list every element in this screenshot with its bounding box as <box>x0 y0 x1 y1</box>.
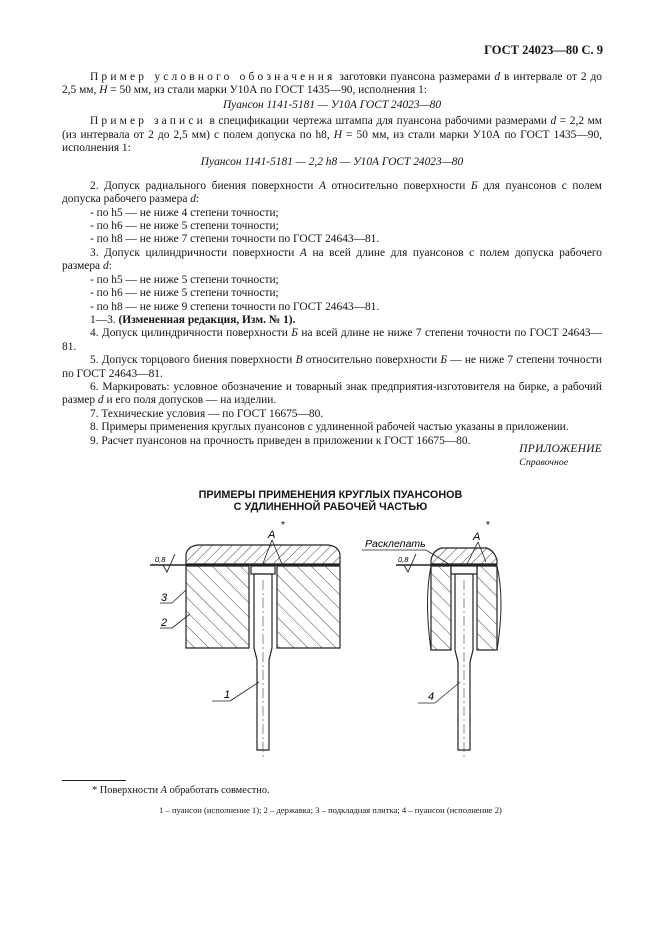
example-record-paragraph <box>62 115 602 155</box>
footnote <box>92 784 270 797</box>
assembly-variant-2 <box>362 520 501 758</box>
holder-left-part <box>186 566 249 648</box>
example-lead: Пример записи <box>90 115 206 128</box>
text-run: — не ниже 7 степени точности по ГОСТ 24643—81. <box>62 354 602 380</box>
text-run: 2. Допуск радиального биения поверхности <box>90 179 319 192</box>
text-run: d <box>102 260 109 273</box>
text-run: = 2,2 мм (из интервала от 2 до 2,5 мм) с полем допуска по h8, <box>62 115 603 141</box>
text-run: 4. Допуск цилиндричности поверхности <box>90 327 292 340</box>
punch-application-drawing <box>0 510 661 760</box>
item-8: 8. Примеры применения круглых пуансонов с удлиненной рабочей частью указаны в приложении. <box>90 421 569 434</box>
text-run: на всей длине для пуансонов с полем допуска рабочего размера <box>62 246 602 273</box>
item-9: 9. Расчет пуансонов на прочность приведен в приложении к ГОСТ 16675—80. <box>90 434 471 447</box>
text-run: относительно поверхности <box>302 354 441 367</box>
asterisk-mark: * <box>281 520 285 531</box>
item-3-line: - по h6 — не ниже 5 степени точности; <box>90 287 279 300</box>
figure-legend: 1 – пуансон (исполнение 1); 2 – державка; 3 – подкладная плитка; 4 – пуансон (исполнение 2) <box>159 805 502 815</box>
page-header: ГОСТ 24023—80 С. 9 <box>484 43 603 57</box>
footnote-rule <box>62 780 126 781</box>
var-H: H <box>333 128 342 141</box>
text-run: = 50 мм, из стали марки У10А по ГОСТ 1435—90, исполнения 1: <box>62 128 602 155</box>
appendix-subtitle: Справочное <box>519 457 569 469</box>
text-run: 1—3. <box>90 313 119 326</box>
roughness-value: 0,8 <box>398 555 409 564</box>
text-run: d <box>190 193 196 206</box>
figure-title-line: ПРИМЕРЫ ПРИМЕНЕНИЯ КРУГЛЫХ ПУАНСОНОВ <box>198 489 463 501</box>
text-run: относительно поверхности <box>325 179 471 192</box>
text-run: и его поля допусков — на изделии. <box>103 394 277 407</box>
item-3-line: - по h5 — не ниже 5 степени точности; <box>90 273 279 286</box>
designation-2: Пуансон 1141-5181 — 2,2 h8 — У10А ГОСТ 24023—80 <box>200 156 464 169</box>
surface-A-label: А <box>268 529 276 541</box>
text-run: 6. Маркировать: условное обозначение и товарный знак предприятия-изготовителя на бирке, а рабочий размер <box>62 380 602 407</box>
text-run: на всей длине не ниже 7 степени точности по ГОСТ 24643—81. <box>62 327 602 353</box>
text-run: В <box>295 354 303 367</box>
surface-A-label: А <box>473 531 481 543</box>
var-d: d <box>494 71 501 83</box>
text-run: 5. Допуск торцового биения поверхности <box>90 354 296 367</box>
asterisk-mark: * <box>486 520 490 531</box>
item-5 <box>62 354 602 381</box>
holder-right-part <box>277 566 340 648</box>
item-4 <box>62 327 602 354</box>
item-2-line: - по h8 — не ниже 7 степени точности по ГОСТ 24643—81. <box>90 233 380 246</box>
text-run: для пуансонов с полем допуска рабочего размера <box>62 179 603 206</box>
text-run: 3. Допуск цилиндричности поверхности <box>90 246 300 259</box>
item-3 <box>62 247 602 274</box>
text-run: в спецификации чертежа штампа для пуансона рабочими размерами <box>205 115 551 128</box>
position-3-label: 3 <box>161 592 168 604</box>
text-run: (Измененная редакция, Изм. № 1). <box>118 313 296 326</box>
holder-left-part <box>431 566 451 650</box>
appendix-title: ПРИЛОЖЕНИЕ <box>519 443 602 455</box>
leader-line <box>172 590 186 603</box>
item-2-line: - по h5 — не ниже 4 степени точности; <box>90 206 279 219</box>
appendix-heading <box>519 443 602 470</box>
text-run: : <box>108 260 112 273</box>
designation-1: Пуансон 1141-5181 — У10А ГОСТ 24023—80 <box>222 98 442 111</box>
text-run: А <box>318 179 326 192</box>
var-H: H <box>99 84 108 97</box>
document-body <box>62 71 602 448</box>
text-run: А <box>160 785 168 796</box>
text-run: : <box>195 193 200 206</box>
position-2-label: 2 <box>161 617 168 629</box>
figure-title-line: С УДЛИНЕННОЙ РАБОЧЕЙ ЧАСТЬЮ <box>233 501 428 513</box>
text-run: Б <box>440 354 448 367</box>
position-1-label: 1 <box>224 689 231 701</box>
item-2-line: - по h6 — не ниже 5 степени точности; <box>90 220 279 233</box>
text-run: заготовки пуансона размерами <box>335 71 495 83</box>
item-2 <box>62 180 602 207</box>
text-run: * Поверхности <box>92 785 161 796</box>
amendment-note <box>62 314 602 327</box>
var-d: d <box>550 115 557 128</box>
leader-line <box>230 682 259 701</box>
punch-head <box>451 566 477 574</box>
text-run: Б <box>470 179 478 192</box>
example-lead: Пример условного обозначения <box>90 71 336 83</box>
text-run: = 50 мм, из стали марки У10А по ГОСТ 1435—90, исполнения 1: <box>107 84 427 97</box>
roughness-value: 0,8 <box>155 555 166 564</box>
item-3-line: - по h8 — не ниже 9 степени точности по ГОСТ 24643—81. <box>90 300 380 313</box>
text-run: Б <box>291 327 298 340</box>
rivet-note: Расклепать <box>365 538 426 550</box>
riveted-cap <box>431 548 497 564</box>
example-designation-paragraph <box>62 71 602 98</box>
backing-plate <box>186 545 340 564</box>
item-7: 7. Технические условия — по ГОСТ 16675—80. <box>90 407 324 420</box>
holder-right-part <box>477 566 497 650</box>
text-run: А <box>299 246 307 259</box>
text-run: в интервале от 2 до 2,5 мм, <box>62 71 602 97</box>
text-run: обработать совместно. <box>167 785 270 796</box>
punch-head <box>251 566 275 574</box>
assembly-variant-1 <box>150 520 340 758</box>
item-6 <box>62 381 602 408</box>
text-run: d <box>97 394 104 407</box>
leader-line <box>435 682 460 703</box>
position-4-label: 4 <box>428 691 435 703</box>
